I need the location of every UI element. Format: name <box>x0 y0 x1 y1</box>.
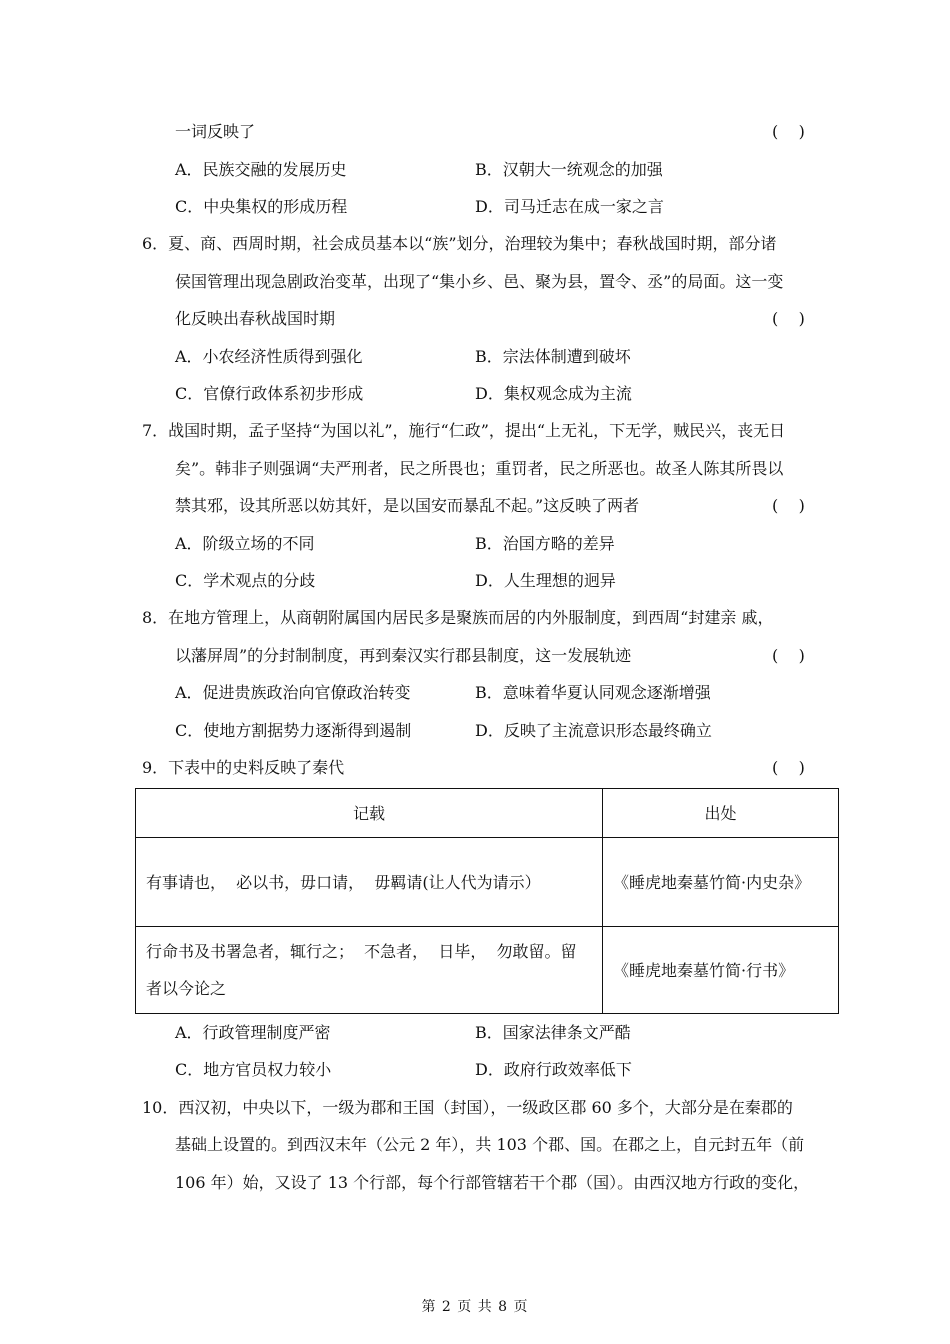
q6-stem-line-1: 6．夏、商、西周时期，社会成员基本以“族”划分，治理较为集中；春秋战国时期，部分诸 <box>142 234 777 253</box>
page-footer: 第 2 页 共 8 页 <box>421 1299 529 1315</box>
q8-stem-line-2: 以藩屏周”的分封制制度，再到秦汉实行郡县制度，这一发展轨迹 <box>175 646 632 665</box>
q6-option-c: C．官僚行政体系初步形成 <box>175 384 364 403</box>
q10-stem-line-2: 基础上设置的。到西汉末年（公元 2 年），共 103 个郡、国。在郡之上，自元封五年（前 <box>175 1135 805 1154</box>
q9-option-a: A．行政管理制度严密 <box>175 1023 331 1042</box>
table-row <box>136 838 839 927</box>
q7-stem-line-2: 矣”。韩非子则强调“夫严刑者，民之所畏也；重罚者，民之所恶也。故圣人陈其所畏以 <box>175 459 784 478</box>
table-cell-record: 行命书及书署急者，辄行之； 不急者， 日毕， 勿敢留。留者以今论之 <box>136 927 603 1014</box>
table-header-row <box>136 789 839 838</box>
q9-option-d: D．政府行政效率低下 <box>475 1060 632 1079</box>
table-header-source: 出处 <box>603 789 839 838</box>
q5-option-b: B．汉朝大一统观念的加强 <box>475 160 663 179</box>
q6-option-d: D．集权观念成为主流 <box>475 384 632 403</box>
q6-option-a: A．小农经济性质得到强化 <box>175 347 363 366</box>
table-cell-source: 《睡虎地秦墓竹简·内史杂》 <box>603 838 839 927</box>
q9-option-c: C．地方官员权力较小 <box>175 1060 332 1079</box>
q8-stem-line-1: 8．在地方管理上，从商朝附属国内居民多是聚族而居的内外服制度，到西周“封建亲 戚， <box>142 608 774 627</box>
q9-answer-paren: ( ) <box>772 758 805 777</box>
q5-option-d: D．司马迁志在成一家之言 <box>475 197 664 216</box>
q8-option-a: A．促进贵族政治向官僚政治转变 <box>175 683 411 702</box>
q6-option-b: B．宗法体制遭到破坏 <box>475 347 631 366</box>
table-cell-record: 有事请也， 必以书，毋口请， 毋羁请(让人代为请示） <box>136 838 603 927</box>
q10-stem-line-3: 106 年）始，又设了 13 个行部，每个行部管辖若干个郡（国）。由西汉地方行政的变化， <box>175 1173 810 1192</box>
q8-option-c: C．使地方割据势力逐渐得到遏制 <box>175 721 412 740</box>
q6-answer-paren: ( ) <box>772 309 805 328</box>
table-row <box>136 927 839 1014</box>
q5-option-c: C．中央集权的形成历程 <box>175 197 348 216</box>
q7-option-d: D．人生理想的迥异 <box>475 571 616 590</box>
q5-stem-tail: 一词反映了 <box>175 122 256 141</box>
q8-option-d: D．反映了主流意识形态最终确立 <box>475 721 712 740</box>
q7-option-c: C．学术观点的分歧 <box>175 571 316 590</box>
q7-stem-line-3: 禁其邪，设其所恶以妨其奸，是以国安而暴乱不起。”这反映了两者 <box>175 496 640 515</box>
q6-stem-line-2: 侯国管理出现急剧政治变革，出现了“集小乡、邑、聚为县，置令、丞”的局面。这一变 <box>175 272 784 291</box>
q5-answer-paren: ( ) <box>772 122 805 141</box>
q10-stem-line-1: 10．西汉初，中央以下，一级为郡和王国（封国），一级政区郡 60 多个，大部分是在秦郡的 <box>142 1098 793 1117</box>
q8-answer-paren: ( ) <box>772 646 805 665</box>
q7-stem-line-1: 7．战国时期，孟子坚持“为国以礼”，施行“仁政”，提出“上无礼，下无学，贼民兴，丧无日 <box>142 421 786 440</box>
source-table <box>135 788 839 1014</box>
q9-option-b: B．国家法律条文严酷 <box>475 1023 631 1042</box>
q6-stem-line-3: 化反映出春秋战国时期 <box>175 309 336 328</box>
q9-stem: 9．下表中的史料反映了秦代 <box>142 758 345 777</box>
q8-option-b: B．意味着华夏认同观念逐渐增强 <box>475 683 711 702</box>
table-header-record: 记载 <box>136 789 603 838</box>
q7-option-b: B．治国方略的差异 <box>475 534 615 553</box>
q7-option-a: A．阶级立场的不同 <box>175 534 315 553</box>
table-cell-source: 《睡虎地秦墓竹简·行书》 <box>603 927 839 1014</box>
q5-option-a: A．民族交融的发展历史 <box>175 160 347 179</box>
q7-answer-paren: ( ) <box>772 496 805 515</box>
